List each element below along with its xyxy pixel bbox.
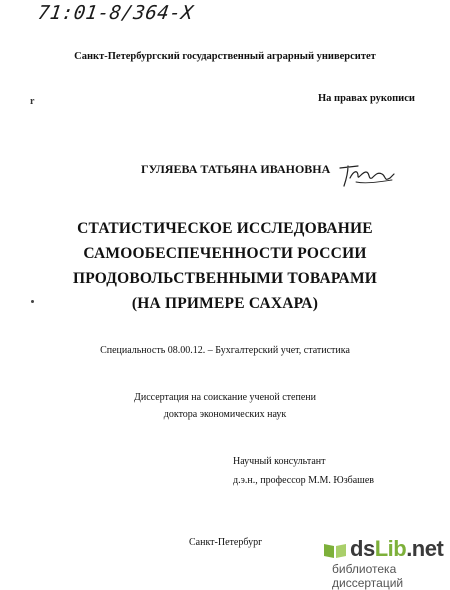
dslib-watermark bbox=[262, 534, 450, 590]
logo-main: ds bbox=[350, 536, 375, 561]
archive-code: 71:01-8/364-Х bbox=[36, 2, 195, 24]
degree-line: Диссертация на соискание ученой степени bbox=[134, 392, 316, 403]
degree-line: доктора экономических наук bbox=[163, 409, 287, 420]
degree-statement bbox=[0, 389, 450, 423]
title-line: САМООБЕСПЕЧЕННОСТИ РОССИИ bbox=[83, 245, 367, 262]
university-name: Санкт-Петербургский государственный аграрный университет bbox=[74, 51, 376, 62]
margin-mark: r bbox=[30, 96, 35, 107]
scientific-consultant bbox=[233, 452, 374, 490]
scan-dot bbox=[31, 300, 34, 303]
city-name: Санкт-Петербург bbox=[189, 537, 263, 548]
author-name: ГУЛЯЕВА ТАТЬЯНА ИВАНОВНА bbox=[141, 162, 331, 176]
consultant-label: Научный консультант bbox=[233, 456, 326, 467]
title-line: (НА ПРИМЕРЕ САХАРА) bbox=[131, 295, 319, 312]
dissertation-title bbox=[0, 216, 450, 316]
handwritten-signature bbox=[336, 160, 396, 190]
rights-notice: На правах рукописи bbox=[318, 93, 415, 104]
logo-accent: Lib bbox=[374, 536, 407, 561]
book-icon bbox=[322, 540, 348, 560]
title-line: ПРОДОВОЛЬСТВЕННЫМИ ТОВАРАМИ bbox=[72, 270, 378, 287]
title-line: СТАТИСТИЧЕСКОЕ ИССЛЕДОВАНИЕ bbox=[77, 220, 373, 237]
consultant-name: д.э.н., профессор М.М. Юзбашев bbox=[233, 475, 375, 486]
specialty-line: Специальность 08.00.12. – Бухгалтерский учет, статистика bbox=[100, 345, 350, 356]
watermark-logo bbox=[350, 536, 443, 562]
watermark-subtitle: библиотека диссертаций bbox=[332, 562, 404, 590]
logo-suffix: .net bbox=[406, 536, 444, 561]
